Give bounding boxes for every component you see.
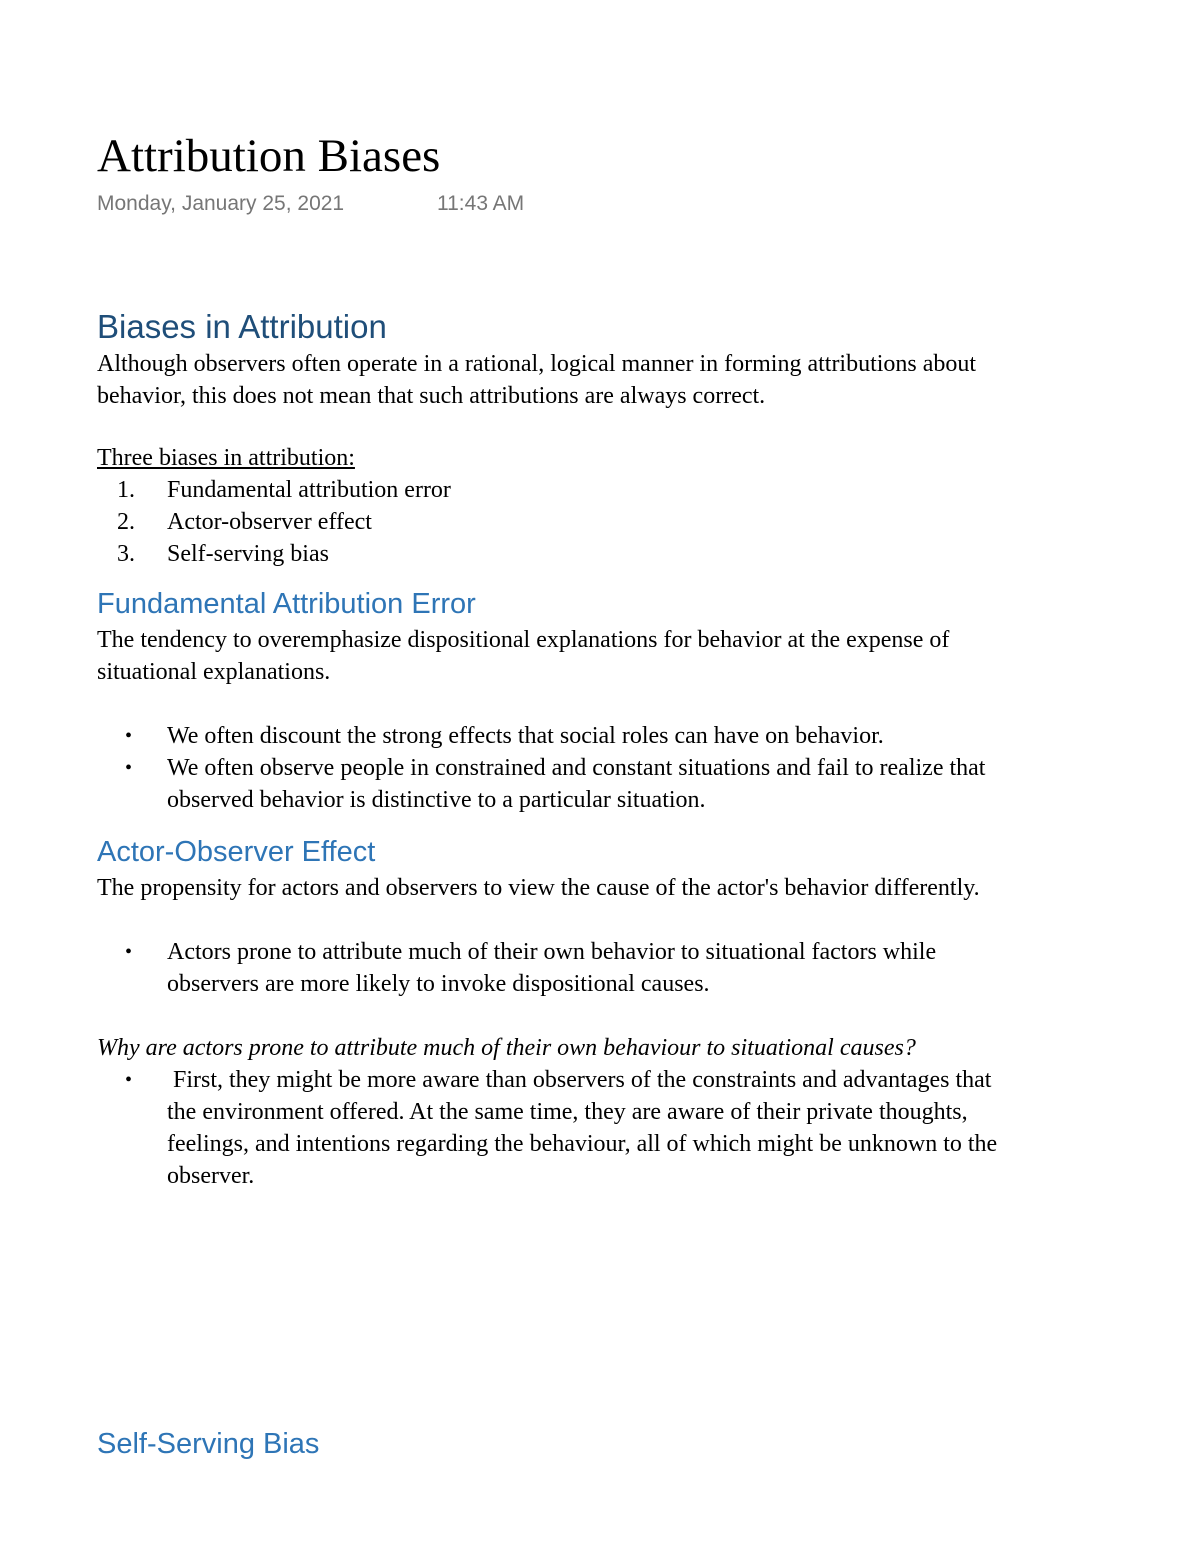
heading-fundamental-attribution-error: Fundamental Attribution Error — [97, 588, 476, 620]
aoe-bullets — [97, 936, 1017, 1000]
aoe-question: Why are actors prone to attribute much of their own behaviour to situational causes? — [97, 1035, 916, 1061]
list-item: • We often observe people in constrained and constant situations and fail to realize that observed behavior is distinctive to a particular situation. — [97, 752, 1017, 816]
paragraph-fae-definition: The tendency to overemphasize dispositional explanations for behavior at the expense of situational explanations. — [97, 627, 950, 685]
heading-actor-observer-effect: Actor-Observer Effect — [97, 836, 376, 868]
bullet-icon: • — [125, 1069, 133, 1091]
note-date: Monday, January 25, 2021 — [97, 192, 345, 215]
fae-bullets — [97, 720, 1017, 816]
paragraph-aoe-definition: The propensity for actors and observers to view the cause of the actor's behavior differently. — [97, 875, 980, 901]
list-item: 3. Self-serving bias — [117, 541, 329, 567]
paragraph-biases-intro: Although observers often operate in a rational, logical manner in forming attributions about behavior, this does not mean that such attributions are always correct. — [97, 351, 977, 409]
bullet-icon: • — [125, 757, 133, 779]
heading-self-serving-bias: Self-Serving Bias — [97, 1428, 320, 1460]
cutoff-heading-container — [97, 1418, 497, 1460]
note-time: 11:43 AM — [437, 192, 525, 215]
list-label: Three biases in attribution: — [97, 445, 355, 471]
note-page — [97, 128, 1017, 1192]
biases-list — [97, 474, 1017, 570]
list-item: 1. Fundamental attribution error — [117, 477, 451, 503]
bullet-icon: • — [125, 941, 133, 963]
aoe-answer-bullets — [97, 1064, 1017, 1192]
list-item: 2. Actor-observer effect — [117, 509, 372, 535]
note-meta — [97, 192, 1017, 222]
page-title: Attribution Biases — [97, 130, 441, 182]
heading-biases-in-attribution: Biases in Attribution — [97, 308, 387, 345]
list-item: • We often discount the strong effects that social roles can have on behavior. — [97, 720, 1017, 752]
list-item: • First, they might be more aware than observers of the constraints and advantages that the environment offered. At the same time, they are aware of their private thoughts, feelings, and intentions regarding the behaviour, all of which might be unknown to the observer. — [97, 1064, 1017, 1192]
list-item: • Actors prone to attribute much of their own behavior to situational factors while observers are more likely to invoke dispositional causes. — [97, 936, 1017, 1000]
bullet-icon: • — [125, 725, 133, 747]
spacer — [97, 222, 1017, 306]
